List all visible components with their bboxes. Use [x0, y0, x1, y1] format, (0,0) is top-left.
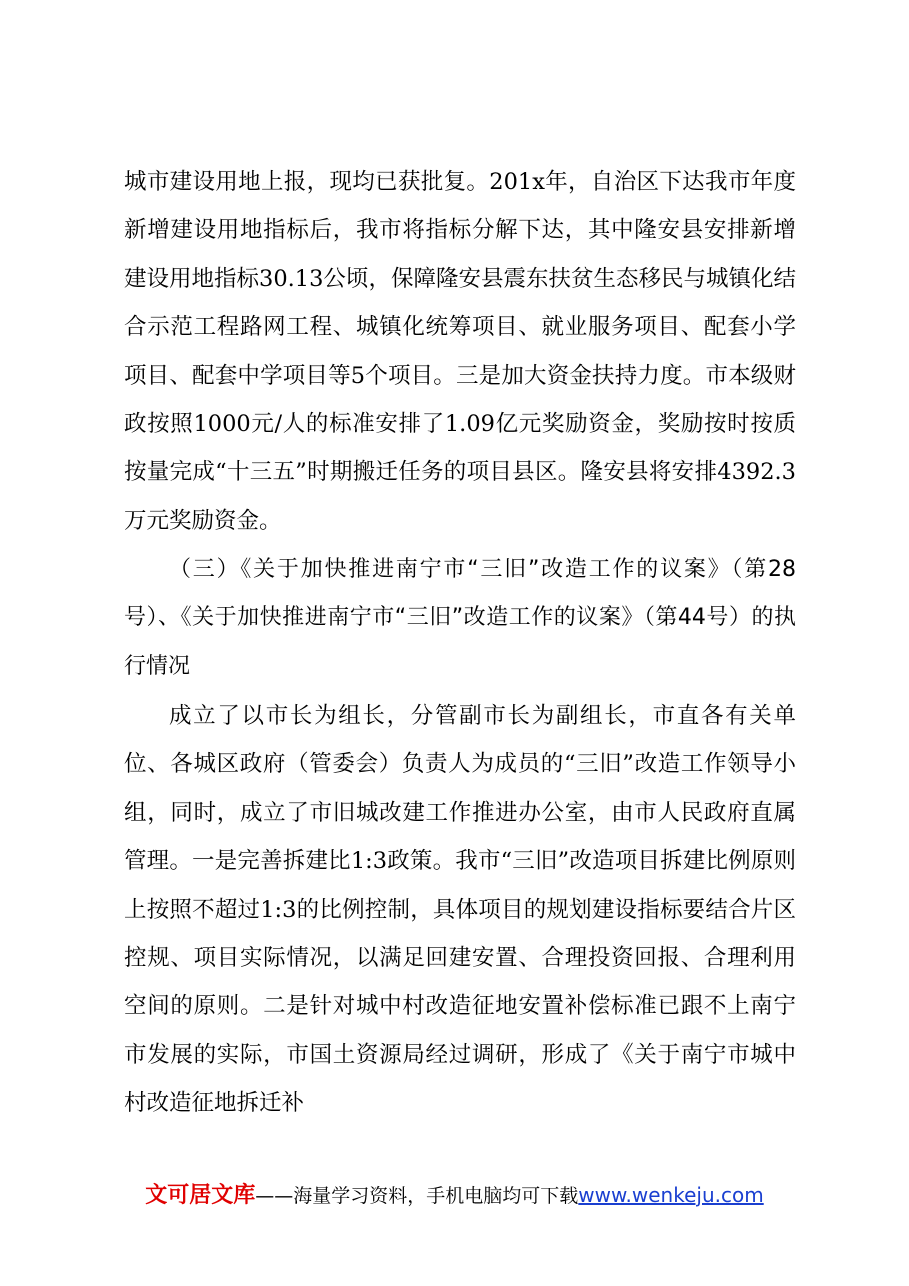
body-paragraph-1: 城市建设用地上报，现均已获批复。201x年，自治区下达我市年度新增建设用地指标后，我市将指标分解下达，其中隆安县安排新增建设用地指标30.13公顷，保障隆安县震东扶贫生态移民与城镇化结合示范工程路网工程、城镇化统筹项目、就业服务项目、配套小学项目、配套中学项目等5个项目。三是加大资金扶持力度。市本级财政按照1000元/人的标准安排了1.09亿元奖励资金，奖励按时按质按量完成“十三五”时期搬迁任务的项目县区。隆安县将安排4392.3万元奖励资金。 [124, 169, 796, 534]
section-heading-3: （三）《关于加快推进南宁市“三旧”改造工作的议案》（第28号）、《关于加快推进南宁市“三旧”改造工作的议案》（第44号）的执行情况 [124, 557, 796, 679]
page-footer [0, 1178, 909, 1209]
footer-slogan: ——海量学习资料，手机电脑均可下载 [255, 1185, 579, 1207]
footer-link[interactable]: www.wenkeju.com [578, 1183, 764, 1207]
footer-brand: 文可居文库 [145, 1183, 256, 1208]
body-paragraph-2: 成立了以市长为组长，分管副市长为副组长，市直各有关单位、各城区政府（管委会）负责人为成员的“三旧”改造工作领导小组，同时，成立了市旧城改建工作推进办公室，由市人民政府直属管理。一是完善拆建比1:3政策。我市“三旧”改造项目拆建比例原则上按照不超过1:3的比例控制，具体项目的规划建设指标要结合片区控规、项目实际情况，以满足回建安置、合理投资回报、合理利用空间的原则。二是针对城中村改造征地安置补偿标准已跟不上南宁市发展的实际，市国土资源局经过调研，形成了《关于南宁市城中村改造征地拆迁补 [124, 703, 796, 1117]
